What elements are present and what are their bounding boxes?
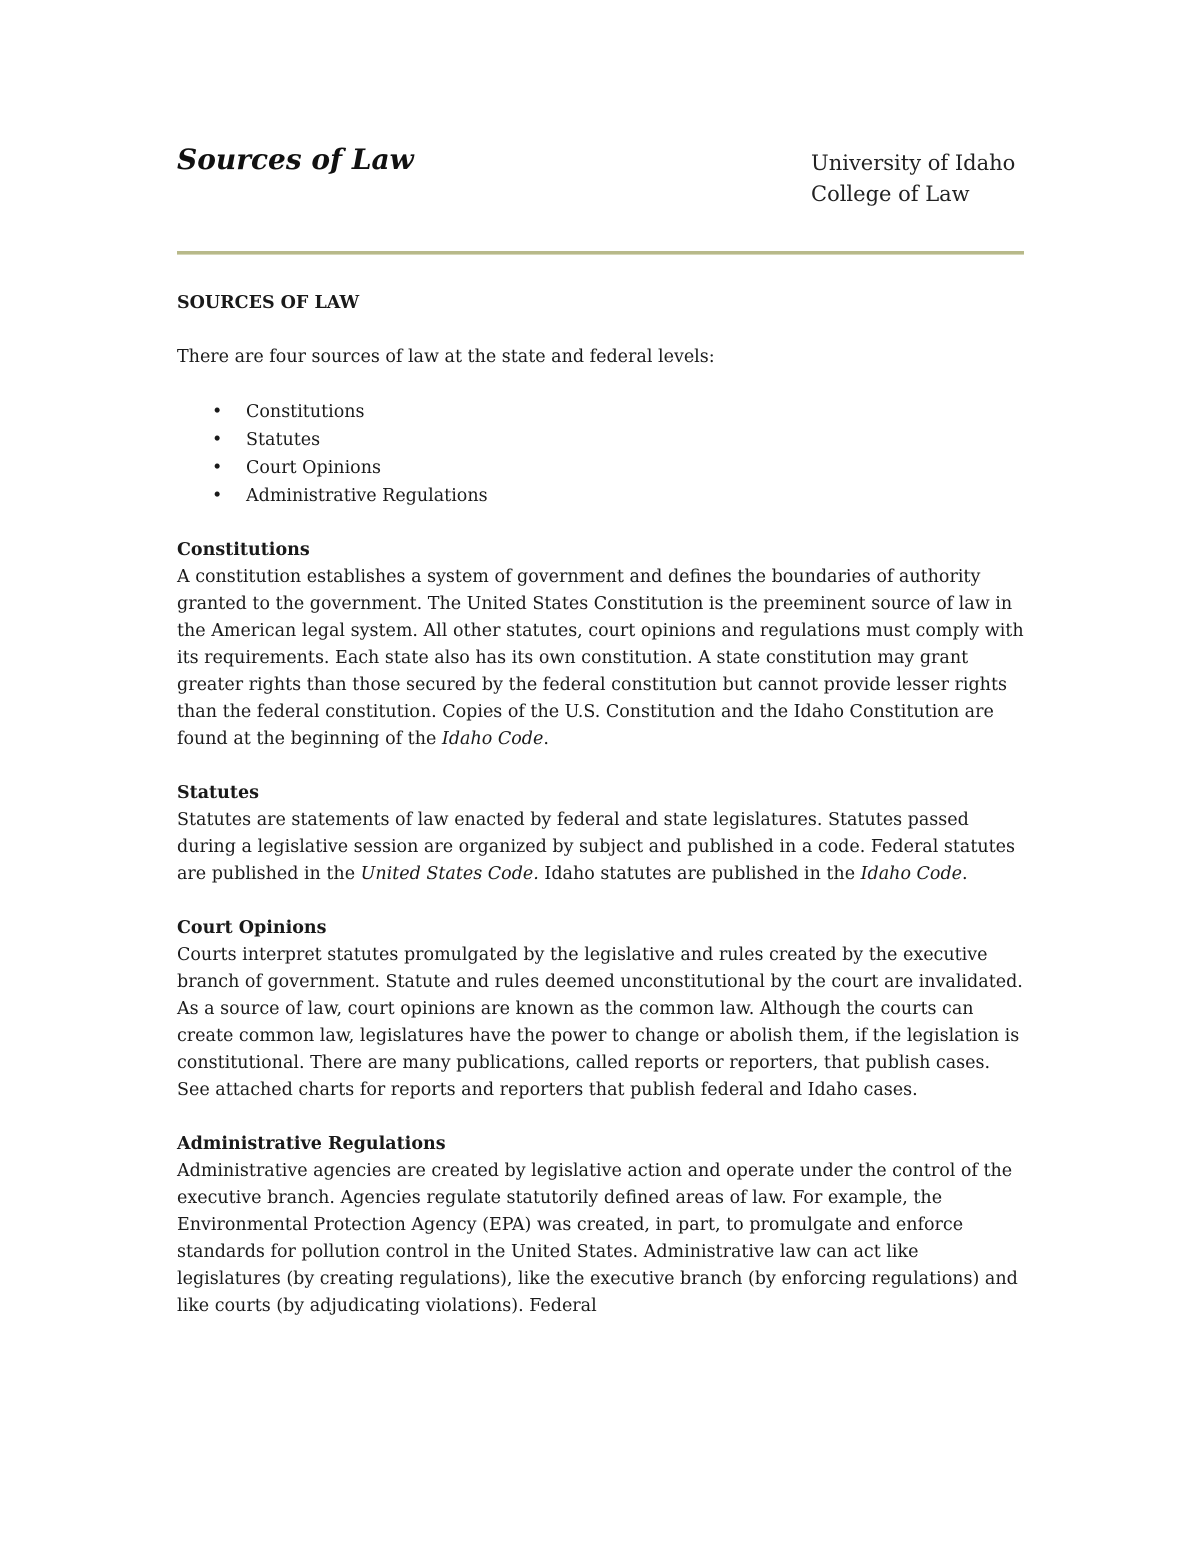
main-heading: SOURCES OF LAW	[177, 293, 360, 313]
section-court-opinions	[177, 915, 1027, 1104]
university-name: University of Idaho	[811, 151, 1016, 175]
italic-citation: United States Code.	[360, 864, 539, 884]
list-item-label: Court Opinions	[246, 458, 381, 478]
paragraph-text: A constitution establishes a system of government and defines the boundaries of authority granted to the government. The United States Constitution is the preeminent source of law in the American legal system. All other statutes, court opinions and regulations must comply with its requirements. Each state also has its own constitution. A state constitution may grant greater rights than those secured by the federal constitution but cannot provide lesser rights than the federal constitution. Copies of the U.S. Constitution and the Idaho Constitution are found at the beginning of the	[177, 567, 1024, 749]
section-heading: Administrative Regulations	[177, 1134, 446, 1154]
institution-block	[811, 148, 1015, 210]
college-name: College of Law	[811, 182, 970, 206]
list-item	[177, 454, 1027, 482]
bullet-icon: •	[212, 402, 223, 422]
section-paragraph	[177, 807, 1027, 888]
header-divider	[177, 251, 1024, 255]
sources-list	[177, 398, 1027, 510]
bullet-icon: •	[212, 486, 223, 506]
intro-paragraph: There are four sources of law at the state and federal levels:	[177, 347, 715, 367]
list-item-label: Administrative Regulations	[246, 486, 488, 506]
section-heading: Court Opinions	[177, 918, 327, 938]
list-item	[177, 482, 1027, 510]
section-heading: Constitutions	[177, 540, 310, 560]
section-paragraph: Administrative agencies are created by legislative action and operate under the control of the executive branch. Agencies regulate statutorily defined areas of law. For example, the Environmental Protection Agency (EPA) was created, in part, to promulgate and enforce standards for pollution control in the United States. Administrative law can act like legislatures (by creating regulations), like the executive branch (by enforcing regulations) and like courts (by adjudicating violations). Federal	[177, 1161, 1018, 1316]
section-constitutions	[177, 537, 1027, 753]
list-item	[177, 426, 1027, 454]
bullet-icon: •	[212, 430, 223, 450]
section-administrative-regulations	[177, 1131, 1027, 1320]
italic-citation: Idaho Code	[441, 729, 544, 749]
section-paragraph: Courts interpret statutes promulgated by the legislative and rules created by the executive branch of government. Statute and rules deemed unconstitutional by the court are invalidated. As a source of law, court opinions are known as the common law. Although the courts can create common law, legislatures have the power to change or abolish them, if the legislation is constitutional. There are many publications, called reports or reporters, that publish cases. See attached charts for reports and reporters that publish federal and Idaho cases.	[177, 945, 1023, 1100]
paragraph-text: .	[962, 864, 968, 884]
paragraph-text: Statutes are statements of law enacted by federal and state legislatures. Statutes passed during a legislative session are organized by subject and published in a code. Federal statutes are published in the	[177, 810, 1016, 884]
paragraph-text: Idaho statutes are published in the	[538, 864, 861, 884]
section-paragraph	[177, 564, 1027, 753]
paragraph-text: .	[543, 729, 549, 749]
section-heading: Statutes	[177, 783, 259, 803]
list-item	[177, 398, 1027, 426]
bullet-icon: •	[212, 458, 223, 478]
section-statutes	[177, 780, 1027, 888]
document-body	[177, 290, 1027, 1347]
list-item-label: Constitutions	[246, 402, 365, 422]
document-title: Sources of Law	[177, 143, 414, 176]
list-item-label: Statutes	[246, 430, 321, 450]
italic-citation: Idaho Code	[860, 864, 963, 884]
document-page	[177, 0, 1027, 1553]
